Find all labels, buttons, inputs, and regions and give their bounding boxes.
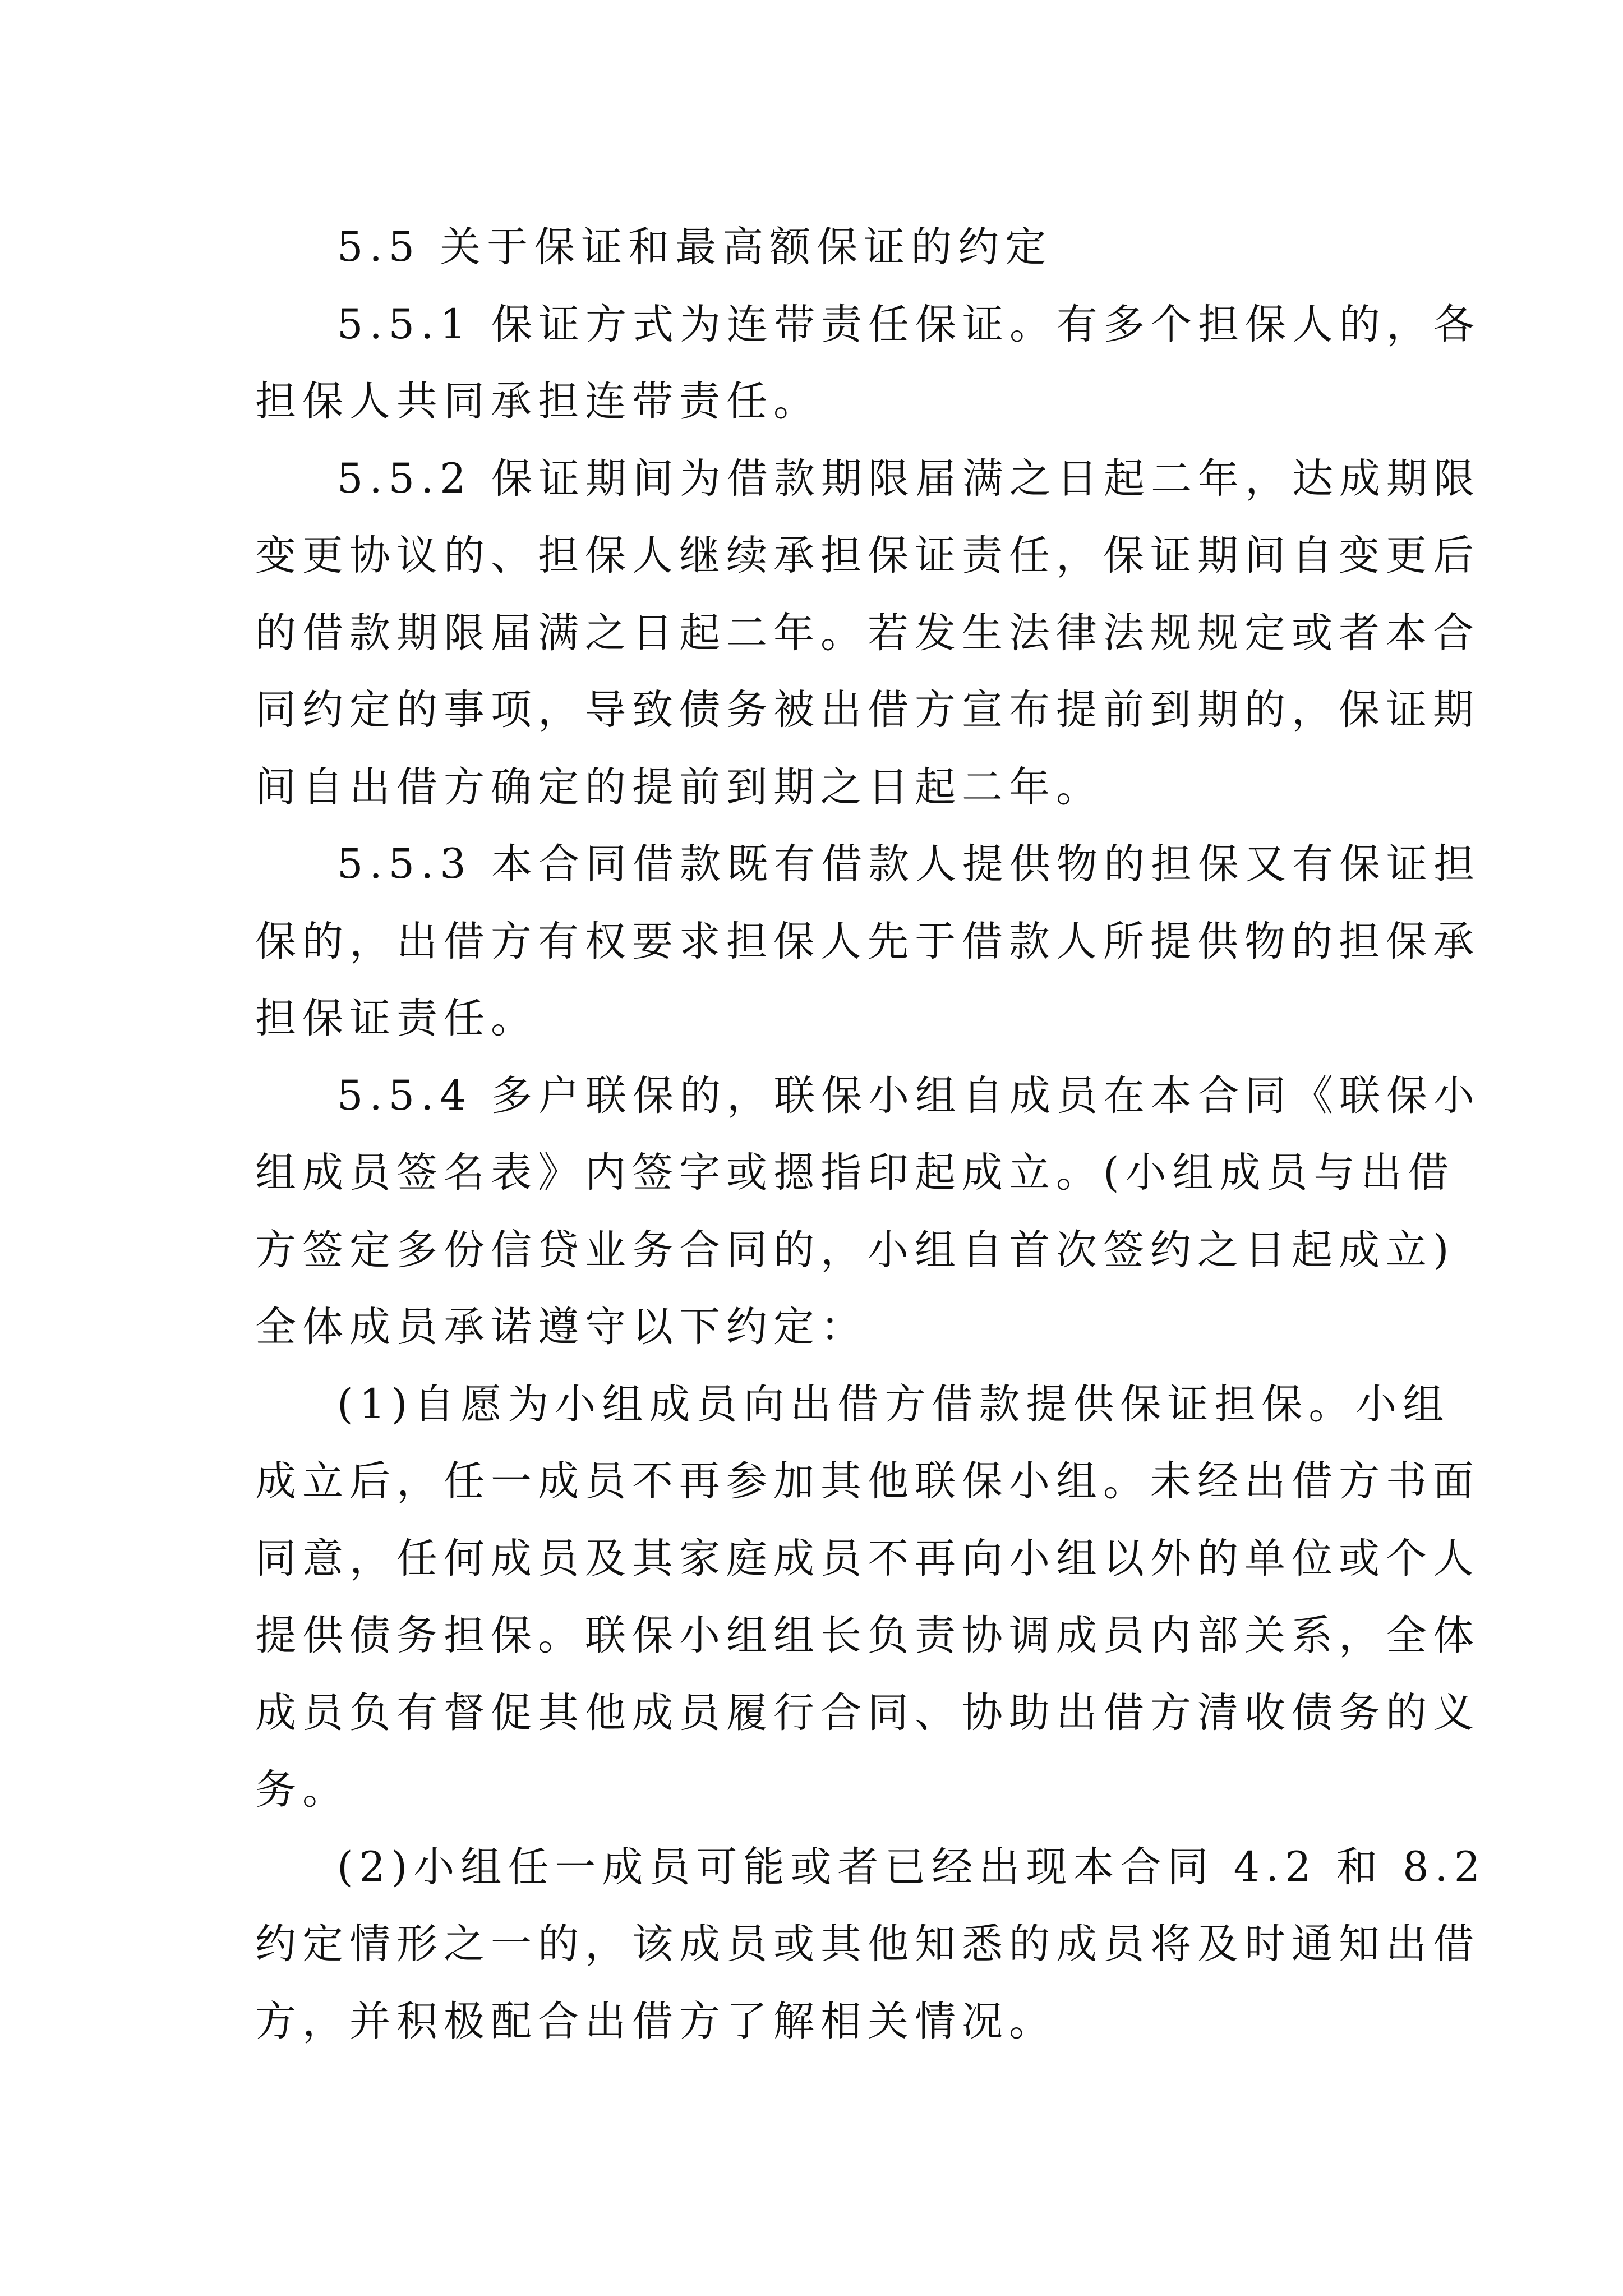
text-line: 保的，出借方有权要求担保人先于借款人所提供物的担保承	[255, 917, 1480, 965]
text-line: 的借款期限届满之日起二年。若发生法律法规规定或者本合	[255, 609, 1480, 657]
text-line: 变更协议的、担保人继续承担保证责任，保证期间自变更后	[255, 532, 1480, 579]
section-heading-5-5	[255, 209, 1384, 286]
text-line: 提供债务担保。联保小组组长负责协调成员内部关系，全体	[255, 1612, 1480, 1659]
text-line: (2)小组任一成员可能或者已经出现本合同 4.2 和 8.2	[337, 1843, 1487, 1891]
text-line: 5.5.4 多户联保的，联保小组自成员在本合同《联保小	[337, 1071, 1481, 1120]
document-body	[255, 209, 1487, 2060]
text-line: 全体成员承诺遵守以下约定：	[255, 1303, 868, 1351]
text-line: 成立后，任一成员不再参加其他联保小组。未经出借方书面	[255, 1457, 1480, 1505]
text-line: 同约定的事项，导致债务被出借方宣布提前到期的，保证期	[255, 686, 1480, 734]
clause-item-1	[255, 1366, 1480, 1829]
text-line: 担保人共同承担连带责任。	[255, 378, 820, 425]
clause-item-2	[255, 1829, 1487, 2060]
text-line: 约定情形之一的，该成员或其他知悉的成员将及时通知出借	[255, 1920, 1480, 1968]
text-line: 务。	[255, 1766, 349, 1814]
text-line: 5.5.2 保证期间为借款期限届满之日起二年，达成期限	[337, 454, 1481, 503]
text-line: 间自出借方确定的提前到期之日起二年。	[255, 763, 1103, 811]
clause-5-5-4	[255, 1057, 1481, 1366]
text-line: (1)自愿为小组成员向出借方借款提供保证担保。小组	[337, 1380, 1450, 1428]
clause-5-5-1	[255, 286, 1481, 440]
text-line: 方，并积极配合出借方了解相关情况。	[255, 1997, 1056, 2045]
clause-5-5-3	[255, 826, 1481, 1057]
clause-5-5-2	[255, 440, 1481, 826]
text-line: 方签定多份信贷业务合同的，小组自首次签约之日起成立)	[255, 1226, 1455, 1274]
text-line: 5.5.3 本合同借款既有借款人提供物的担保又有保证担	[337, 840, 1481, 888]
text-line: 组成员签名表》内签字或摁指印起成立。(小组成员与出借	[255, 1149, 1455, 1197]
text-line: 成员负有督促其他成员履行合同、协助出借方清收债务的义	[255, 1688, 1480, 1737]
text-line: 担保证责任。	[255, 995, 538, 1042]
text-line: 5.5 关于保证和最高额保证的约定	[337, 223, 1053, 271]
text-line: 5.5.1 保证方式为连带责任保证。有多个担保人的，各	[337, 300, 1481, 348]
text-line: 同意，任何成员及其家庭成员不再向小组以外的单位或个人	[255, 1534, 1480, 1582]
